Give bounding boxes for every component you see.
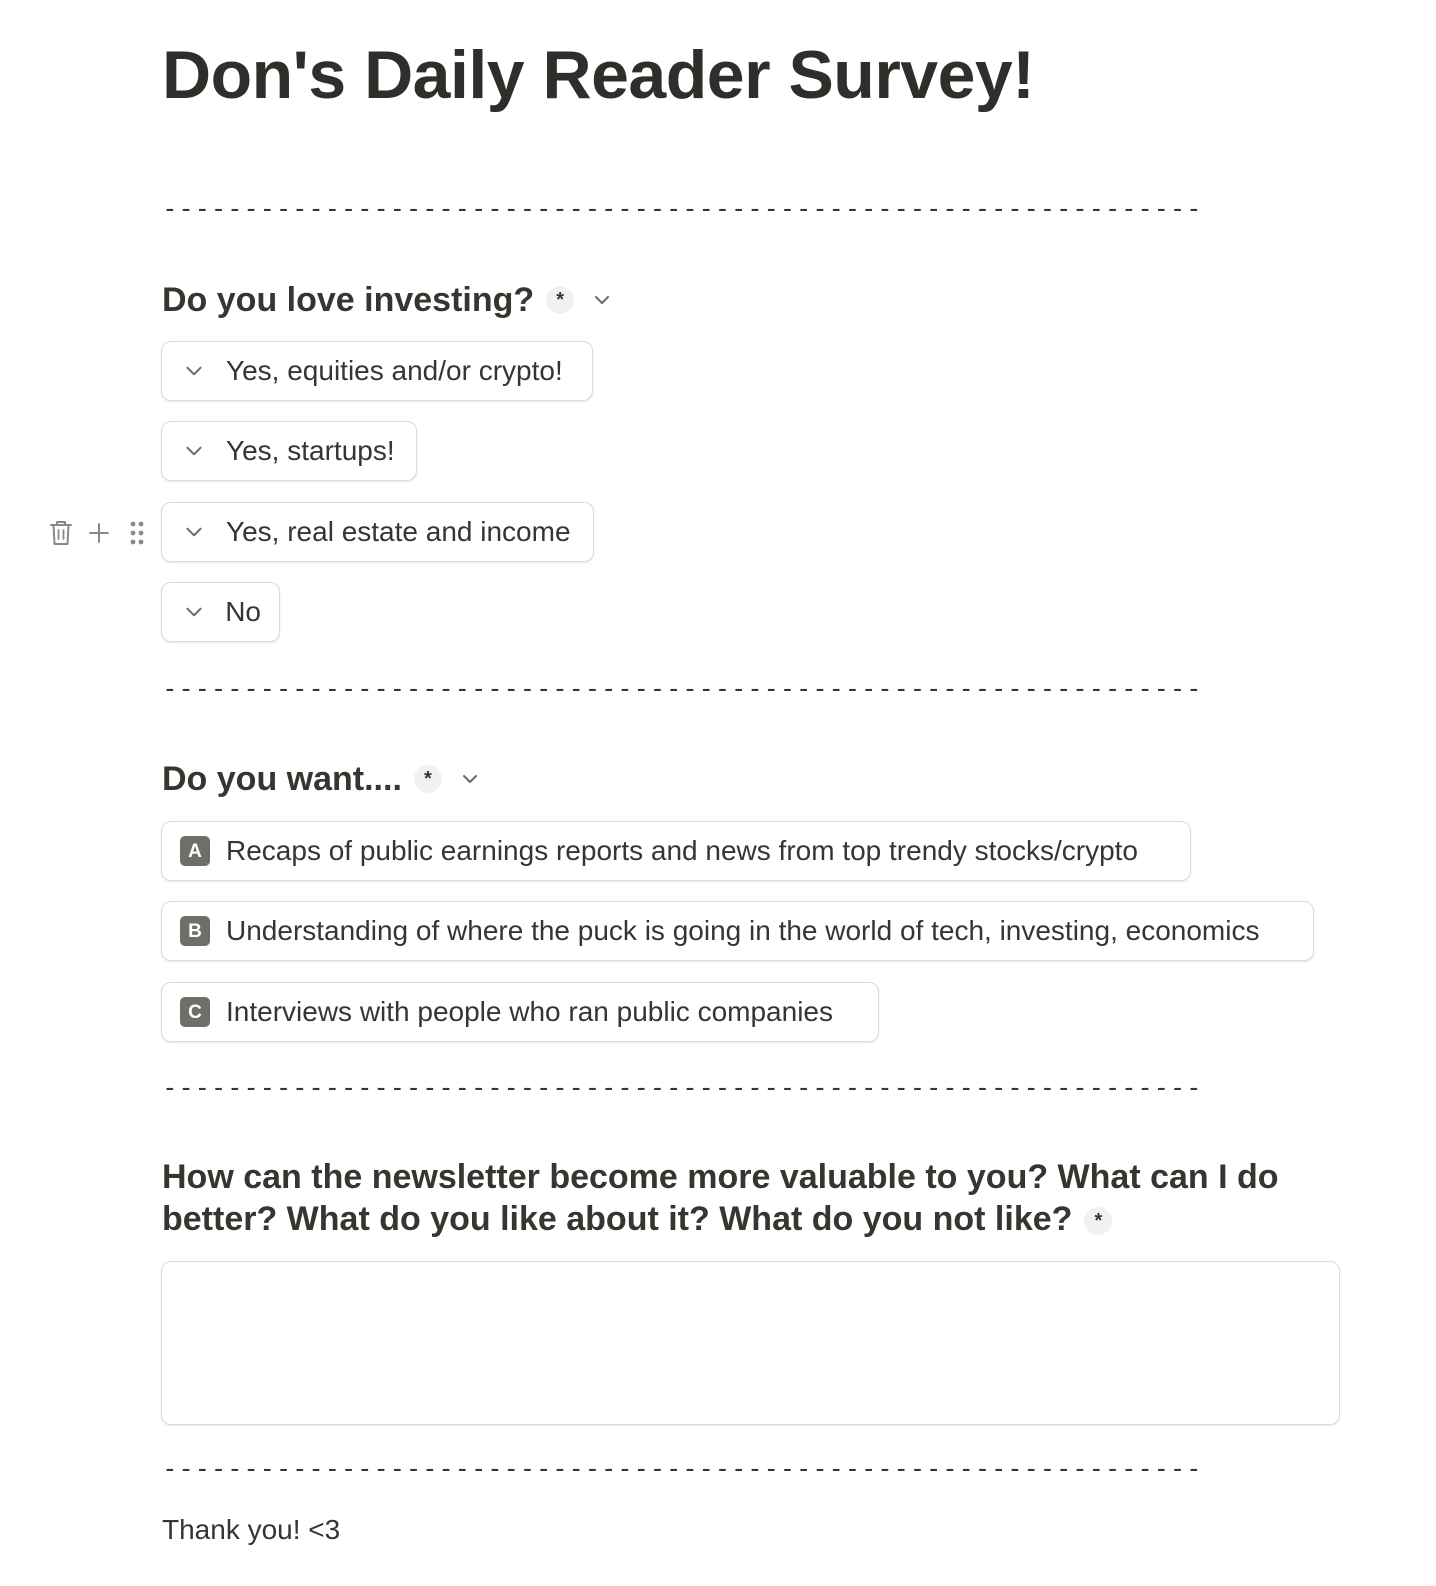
chevron-down-icon xyxy=(180,437,208,465)
option-label: Yes, startups! xyxy=(226,435,395,466)
option-label: Understanding of where the puck is going in the world of tech, investing, economics xyxy=(226,915,1260,946)
question-2-heading xyxy=(162,757,486,801)
option-no[interactable] xyxy=(161,582,280,642)
question-3-label: How can the newsletter become more valuable to you? What can I do better? What do you like about it? What do you not like? xyxy=(162,1158,1279,1238)
chevron-down-icon xyxy=(180,357,208,385)
divider: ---------------------------------------------------------------- xyxy=(162,674,1203,704)
option-label: Interviews with people who ran public companies xyxy=(226,996,833,1027)
question-1-collapse-button[interactable] xyxy=(586,284,618,316)
question-1-heading xyxy=(162,278,618,322)
option-label: Yes, equities and/or crypto! xyxy=(226,355,563,386)
option-startups[interactable] xyxy=(161,421,417,481)
divider: ---------------------------------------------------------------- xyxy=(162,1073,1203,1103)
option-label: No xyxy=(225,596,261,627)
option-letter-badge: B xyxy=(180,916,210,946)
plus-icon xyxy=(87,521,111,545)
add-option-button[interactable] xyxy=(82,516,116,550)
question-2-label: Do you want.... xyxy=(162,760,402,798)
required-badge: * xyxy=(414,765,442,793)
option-letter-badge: C xyxy=(180,997,210,1027)
divider: ---------------------------------------------------------------- xyxy=(162,1454,1203,1484)
question-3-heading xyxy=(162,1156,1322,1240)
option-c-interviews[interactable] xyxy=(161,982,879,1042)
closing-text: Thank you! <3 xyxy=(162,1514,341,1545)
option-equities-crypto[interactable] xyxy=(161,341,593,401)
divider: ---------------------------------------------------------------- xyxy=(162,194,1203,224)
option-letter-badge: A xyxy=(180,836,210,866)
question-1-label: Do you love investing? xyxy=(162,281,535,319)
option-label: Recaps of public earnings reports and news from top trendy stocks/crypto xyxy=(226,835,1138,866)
delete-option-button[interactable] xyxy=(44,516,78,550)
option-a-earnings-recaps[interactable] xyxy=(161,821,1191,881)
drag-handle-icon xyxy=(129,520,145,546)
required-badge: * xyxy=(546,286,574,314)
row-tools xyxy=(44,515,158,551)
trash-icon xyxy=(48,519,74,547)
option-real-estate[interactable] xyxy=(161,502,594,562)
option-b-puck-direction[interactable] xyxy=(161,901,1314,961)
required-badge: * xyxy=(1084,1207,1112,1235)
page-title: Don's Daily Reader Survey! xyxy=(162,37,1035,113)
question-2-collapse-button[interactable] xyxy=(454,763,486,795)
chevron-down-icon xyxy=(180,598,207,626)
option-label: Yes, real estate and income xyxy=(226,516,571,547)
drag-handle[interactable] xyxy=(120,516,154,550)
chevron-down-icon xyxy=(180,518,208,546)
chevron-down-icon xyxy=(592,290,612,310)
chevron-down-icon xyxy=(460,769,480,789)
feedback-textarea[interactable] xyxy=(161,1261,1340,1425)
